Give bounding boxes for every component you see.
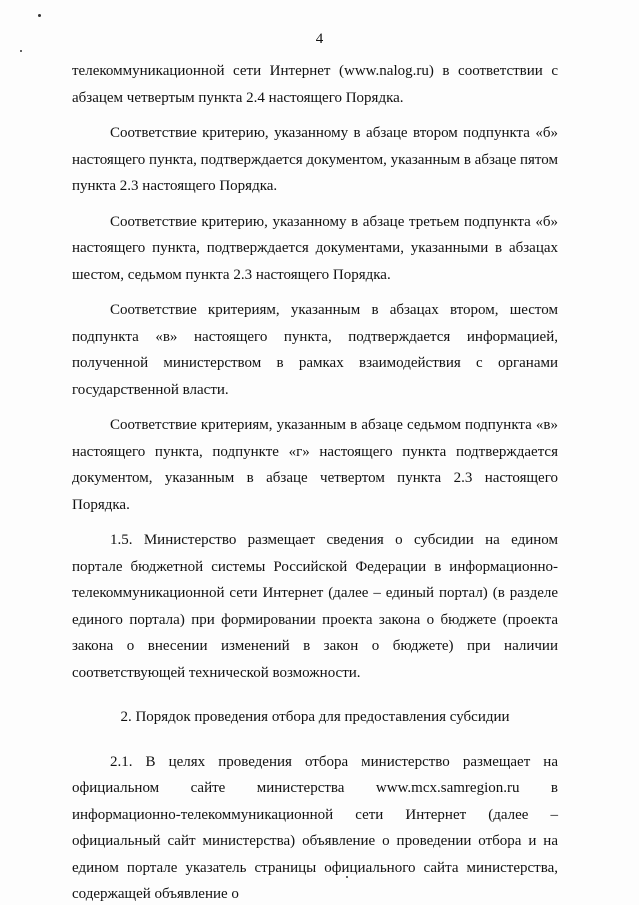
section-paragraph-1: 2.1. В целях проведения отбора министерство размещает на официальном сайте министерства www.mcx.samregion.ru в информационно-телекоммуникационной сети Интернет (далее – официальный сайт министерства) объявление о проведении отбора и на едином портале указатель страницы официального сайта министерства, содержащей объявление о xyxy=(72,753,558,902)
paragraph-2: Соответствие критерию, указанному в абзаце втором подпункта «б» настоящего пункта, подтверждается документом, указанным в абзаце пятом пункта 2.3 настоящего Порядка. xyxy=(72,125,558,194)
paragraph-1: телекоммуникационной сети Интернет (www.nalog.ru) в соответствии с абзацем четвертым пункта 2.4 настоящего Порядка. xyxy=(72,63,558,106)
paragraph-6: 1.5. Министерство размещает сведения о субсидии на едином портале бюджетной системы Российской Федерации в информационно-телекоммуникационной сети Интернет (далее – единый портал) (в разделе единого портала) при формировании проекта закона о бюджете (проекта закона о внесении изменений в закон о бюджете) при наличии соответствующей технической возможности. xyxy=(72,532,558,681)
paragraph-4: Соответствие критериям, указанным в абзацах втором, шестом подпункта «в» настоящего пункта, подтверждается информацией, полученной министерством в рамках взаимодействия с органами государственной власти. xyxy=(72,302,558,398)
paragraph-3: Соответствие критерию, указанному в абзаце третьем подпункта «б» настоящего пункта, подтверждается документами, указанными в абзацах шестом, седьмом пункта 2.3 настоящего Порядка. xyxy=(72,213,558,283)
section-heading: 2. Порядок проведения отбора для предоставления субсидии xyxy=(120,709,510,725)
scan-speck xyxy=(38,14,41,17)
scan-speck xyxy=(20,50,22,52)
paragraph-5: Соответствие критериям, указанным в абзаце седьмом подпункта «в» настоящего пункта, подпункте «г» настоящего пункта подтверждается документом, указанным в абзаце четвертом пункта 2.3 настоящего Порядка. xyxy=(72,417,558,513)
document-body xyxy=(72,58,558,908)
page-number: 4 xyxy=(315,31,324,47)
